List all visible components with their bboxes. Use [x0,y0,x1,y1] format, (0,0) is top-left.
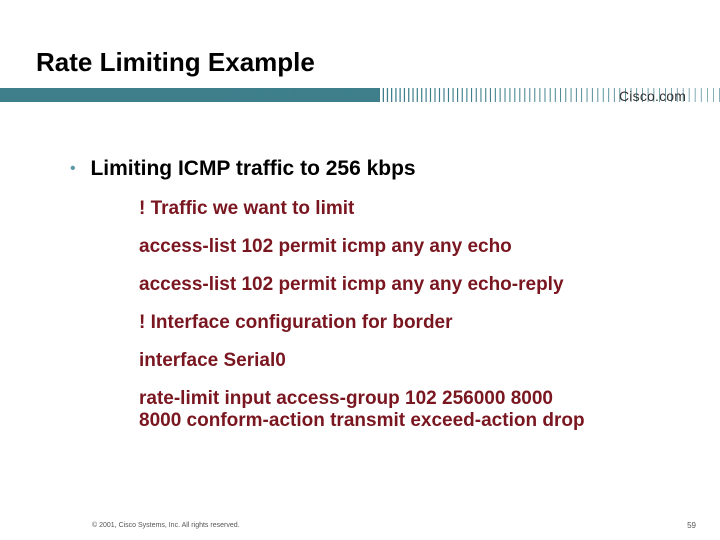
code-line-acl-echo-reply: access-list 102 permit icmp any any echo-reply [139,274,564,295]
footer-copyright: © 2001, Cisco Systems, Inc. All rights reserved. [92,522,240,529]
code-line-comment-interface: ! Interface configuration for border [139,312,453,333]
code-line-comment-traffic: ! Traffic we want to limit [139,198,355,219]
bullet-item [70,157,416,181]
code-line-interface: interface Serial0 [139,350,286,371]
bullet-text: Limiting ICMP traffic to 256 kbps [90,157,416,180]
code-line-rate-limit-part1: rate-limit input access-group 102 256000 8000 [139,388,553,409]
config-code-block [139,198,699,432]
code-line-rate-limit-part2: 8000 conform-action transmit exceed-action drop [139,410,585,431]
title-bar [0,86,720,104]
code-line-acl-echo: access-list 102 permit icmp any any echo [139,236,512,257]
cisco-logo: Cisco.com [619,88,687,104]
slide-title: Rate Limiting Example [36,47,315,77]
page-number: 59 [687,521,696,530]
code-line-rate-limit [139,388,699,432]
bullet-icon: • [70,160,76,177]
